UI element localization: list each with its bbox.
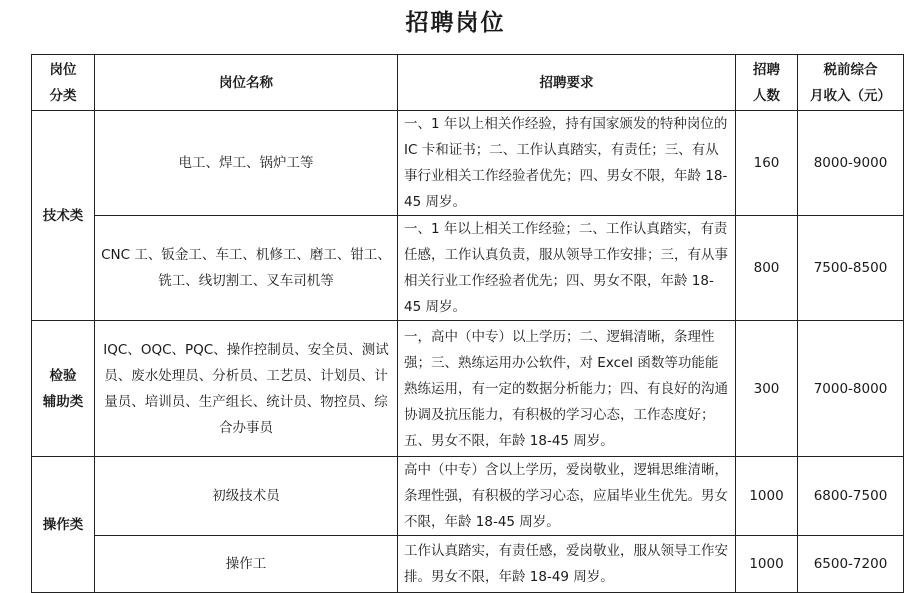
job-count: 160 xyxy=(736,111,798,216)
job-name: 操作工 xyxy=(95,536,398,593)
job-salary: 7000-8000 xyxy=(798,321,904,457)
job-name: 初级技术员 xyxy=(95,457,398,536)
header-salary: 税前综合 月收入（元） xyxy=(798,55,904,111)
category-cell: 操作类 xyxy=(32,457,95,593)
job-salary: 7500-8500 xyxy=(798,216,904,321)
table-row xyxy=(32,457,904,536)
job-name: 电工、焊工、锅炉工等 xyxy=(95,111,398,216)
table-row xyxy=(32,536,904,593)
table-row xyxy=(32,216,904,321)
job-count: 300 xyxy=(736,321,798,457)
job-salary: 6800-7500 xyxy=(798,457,904,536)
job-salary: 8000-9000 xyxy=(798,111,904,216)
job-requirements: 一，高中（中专）以上学历；二、逻辑清晰，条理性强；三、熟练运用办公软件，对 Excel 函数等功能能熟练运用，有一定的数据分析能力；四、有良好的沟通协调及抗压能力，有积极的学习心态，工作态度好；五、男女不限，年龄 18-45 周岁。 xyxy=(398,321,736,457)
category-cell: 技术类 xyxy=(32,111,95,321)
job-salary: 6500-7200 xyxy=(798,536,904,593)
header-name: 岗位名称 xyxy=(95,55,398,111)
job-count: 1000 xyxy=(736,536,798,593)
table-row xyxy=(32,111,904,216)
job-requirements: 一、1 年以上相关作经验，持有国家颁发的特种岗位的 IC 卡和证书；二、工作认真踏实，有责任；三、有从事行业相关工作经验者优先；四、男女不限，年龄 18-45 周岁。 xyxy=(398,111,736,216)
job-count: 1000 xyxy=(736,457,798,536)
job-count: 800 xyxy=(736,216,798,321)
job-name: CNC 工、钣金工、车工、机修工、磨工、钳工、铣工、线切割工、叉车司机等 xyxy=(95,216,398,321)
page-title: 招聘岗位 xyxy=(405,9,506,36)
job-requirements: 一、1 年以上相关工作经验；二、工作认真踏实，有责任感，工作认真负责，服从领导工作安排；三，有从事相关行业工作经验者优先；四、男女不限，年龄 18-45 周岁。 xyxy=(398,216,736,321)
category-cell: 检验 辅助类 xyxy=(32,321,95,457)
header-category: 岗位 分类 xyxy=(32,55,95,111)
header-count: 招聘 人数 xyxy=(736,55,798,111)
table-row xyxy=(32,321,904,457)
header-row xyxy=(32,55,904,111)
job-name: IQC、OQC、PQC、操作控制员、安全员、测试员、废水处理员、分析员、工艺员、计划员、计量员、培训员、生产组长、统计员、物控员、综合办事员 xyxy=(95,321,398,457)
header-requirements: 招聘要求 xyxy=(398,55,736,111)
job-requirements: 工作认真踏实，有责任感，爱岗敬业，服从领导工作安排。男女不限，年龄 18-49 周岁。 xyxy=(398,536,736,593)
recruitment-table xyxy=(31,54,904,593)
job-requirements: 高中（中专）含以上学历，爱岗敬业，逻辑思维清晰，条理性强，有积极的学习心态，应届毕业生优先。男女不限，年龄 18-45 周岁。 xyxy=(398,457,736,536)
